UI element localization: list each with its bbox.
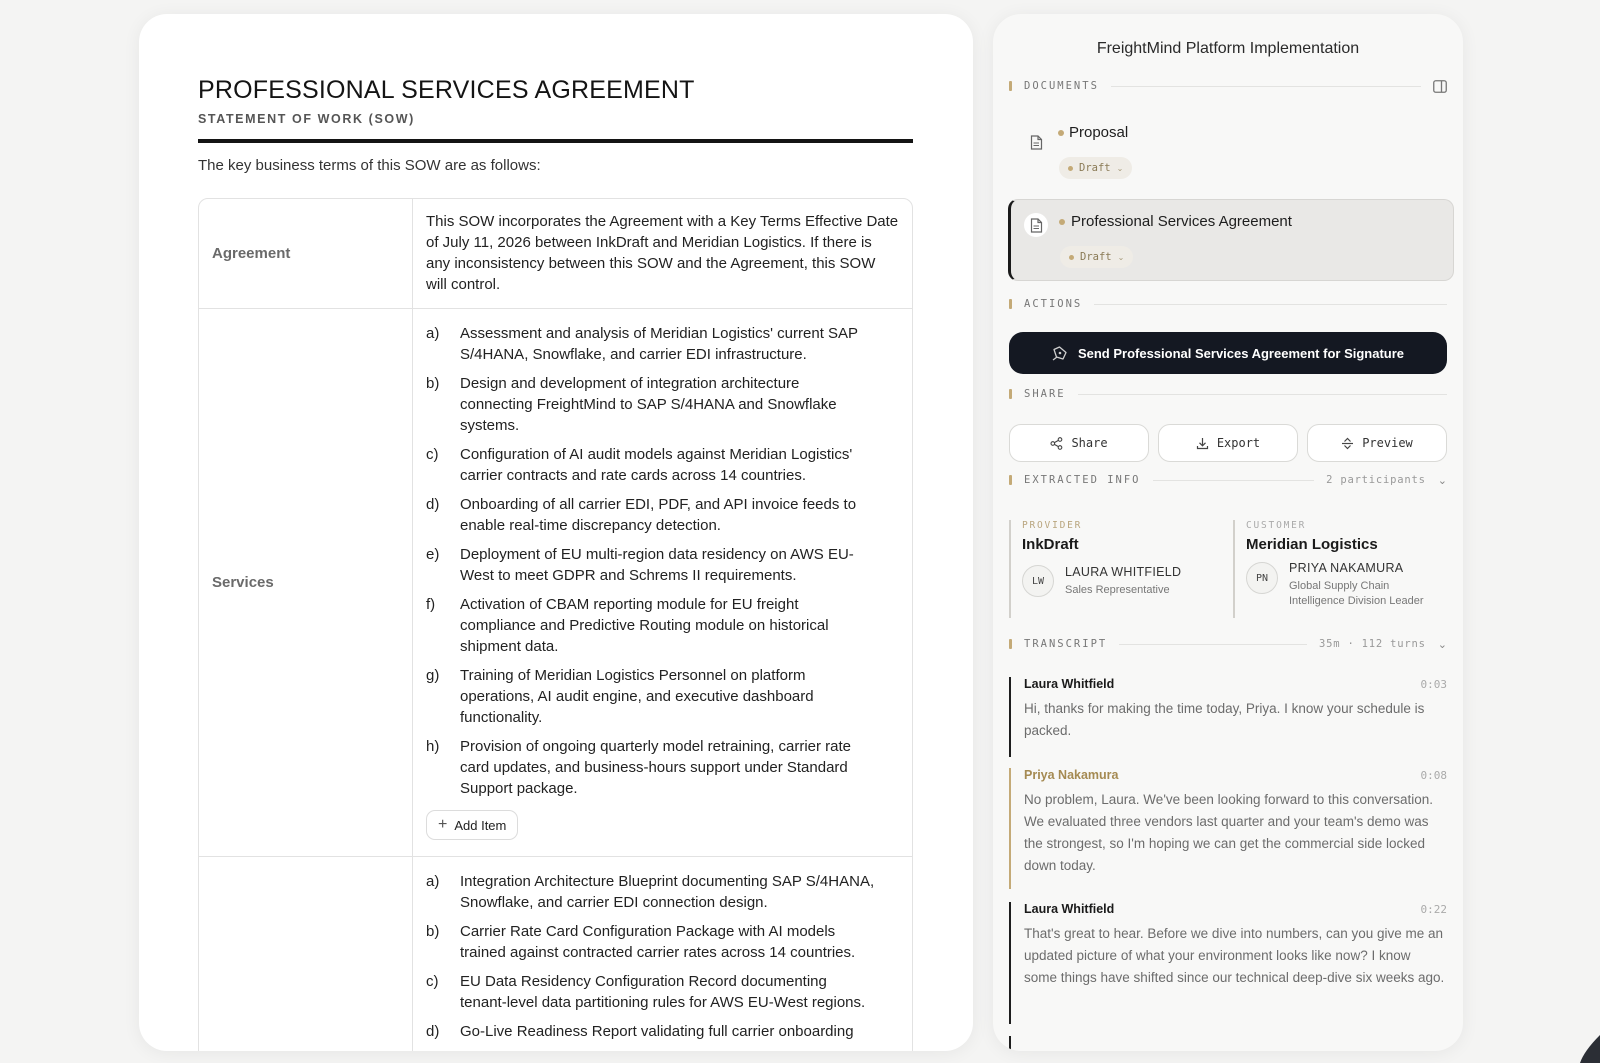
document-intro: The key business terms of this SOW are as follows:: [198, 157, 541, 174]
speaker-name: Laura Whitfield: [1024, 902, 1115, 916]
turn-header: [1024, 677, 1447, 691]
export-label: Export: [1216, 436, 1261, 450]
contact-name: LAURA WHITFIELD: [1065, 565, 1182, 579]
section-divider: [1094, 304, 1447, 305]
avatar: LW: [1022, 565, 1054, 597]
status-label: Draft: [1080, 251, 1112, 263]
export-button[interactable]: [1158, 424, 1298, 462]
term-label-services: Services: [199, 309, 413, 856]
chevron-down-icon: ⌄: [1116, 163, 1124, 173]
section-label: ACTIONS: [1024, 298, 1083, 310]
documents-section-header: [1009, 79, 1447, 93]
item-text: Design and development of integration architecture connecting FreightMind to SAP S/4HANA and Snowflake systems.: [460, 375, 837, 434]
preview-button[interactable]: [1307, 424, 1447, 462]
item-text: Go-Live Readiness Report validating full carrier onboarding: [460, 1023, 854, 1040]
section-divider: [1153, 480, 1315, 481]
item-letter: g): [426, 667, 440, 684]
status-dot: [1058, 130, 1064, 136]
turn-text: No problem, Laura. We've been looking forward to this conversation. We evaluated three vendors last quarter and your team's demo was the strongest, so I'm hoping we can get the commercial side locked down today.: [1024, 792, 1434, 873]
deliverables-list: [426, 871, 899, 1042]
title-divider: [198, 139, 913, 143]
term-label-agreement: Agreement: [199, 199, 413, 308]
item-letter: h): [426, 738, 440, 755]
item-text: EU Data Residency Configuration Record documenting tenant-level data partitioning rules for AWS EU-West regions.: [460, 973, 866, 1011]
section-marker: [1009, 81, 1012, 91]
key-terms-table: [198, 198, 913, 1051]
item-text: Carrier Rate Card Configuration Package with AI models trained against contracted carrier rates across 14 countries.: [460, 923, 856, 961]
item-letter: c): [426, 446, 439, 463]
contact-name: PRIYA NAKAMURA: [1289, 561, 1404, 575]
transcript-turn: [1009, 768, 1447, 889]
section-label: EXTRACTED INFO: [1024, 474, 1141, 486]
status-label: Draft: [1079, 162, 1111, 174]
contact-person: [1246, 561, 1443, 609]
term-body-services[interactable]: [413, 309, 912, 856]
status-badge[interactable]: [1059, 157, 1132, 179]
item-text: Assessment and analysis of Meridian Logistics' current SAP S/4HANA, Snowflake, and carrier EDI infrastructure.: [460, 325, 858, 363]
document-icon: [1024, 130, 1048, 154]
share-icon: [1050, 437, 1063, 450]
turn-header: [1024, 902, 1447, 916]
transcript-meta: 35m · 112 turns: [1318, 638, 1426, 650]
term-body-agreement[interactable]: This SOW incorporates the Agreement with a Key Terms Effective Date of July 11, 2026 between InkDraft and Meridian Logistics. If there is any inconsistency between this SOW and the Agreement, this SOW will control.: [426, 213, 899, 293]
item-letter: e): [426, 546, 440, 563]
turn-text: That's great to hear. Before we dive into numbers, can you give me an updated picture of what your environment looks like now? I know some things have shifted since our technical deep-dive six weeks ago.: [1024, 926, 1445, 985]
document-icon: [1024, 213, 1048, 237]
party-role: PROVIDER: [1022, 520, 1083, 531]
status-dot: [1059, 219, 1065, 225]
chevron-down-icon[interactable]: ⌄: [1437, 638, 1447, 651]
section-marker: [1009, 475, 1012, 485]
preview-label: Preview: [1362, 436, 1413, 450]
transcript-turn: [1009, 1036, 1447, 1051]
add-item-button[interactable]: [426, 810, 518, 840]
section-marker: [1009, 389, 1012, 399]
share-buttons: [1009, 424, 1447, 462]
speaker-name: Priya Nakamura: [1024, 768, 1119, 782]
item-letter: b): [426, 375, 440, 392]
party-role: CUSTOMER: [1246, 520, 1307, 531]
list-item[interactable]: [426, 494, 899, 536]
speaker-name: Laura Whitfield: [1024, 677, 1115, 691]
item-text: Onboarding of all carrier EDI, PDF, and API invoice feeds to enable real-time discrepancy detection.: [460, 496, 857, 534]
signature-icon: [1052, 346, 1068, 361]
section-label: DOCUMENTS: [1024, 80, 1099, 92]
list-item[interactable]: [426, 544, 899, 586]
list-item[interactable]: [426, 736, 899, 799]
list-item[interactable]: [426, 373, 899, 436]
contact-title: Global Supply Chain Intelligence Division Leader: [1289, 580, 1424, 607]
turn-timestamp[interactable]: 0:22: [1420, 903, 1447, 916]
item-letter: f): [426, 596, 436, 613]
plus-icon: +: [438, 816, 448, 833]
list-item[interactable]: [426, 444, 899, 486]
share-button[interactable]: [1009, 424, 1149, 462]
list-item[interactable]: [426, 921, 899, 963]
section-marker: [1009, 299, 1012, 309]
share-label: Share: [1071, 436, 1108, 450]
status-dot: [1068, 166, 1073, 171]
transcript-section-header[interactable]: [1009, 637, 1447, 651]
window-corner: [1560, 1023, 1600, 1063]
actions-section-header: [1009, 297, 1447, 311]
document-subtitle: STATEMENT OF WORK (SOW): [198, 112, 415, 126]
turn-text: Hi, thanks for making the time today, Priya. I know your schedule is packed.: [1024, 701, 1425, 738]
item-letter: c): [426, 973, 439, 990]
section-divider: [1111, 86, 1421, 87]
send-for-signature-button[interactable]: [1009, 332, 1447, 374]
document-editor: [139, 14, 973, 1051]
item-letter: a): [426, 873, 440, 890]
list-item[interactable]: [426, 971, 899, 1013]
item-text: Deployment of EU multi-region data residency on AWS EU-West to meet GDPR and Schrems II requirements.: [460, 546, 854, 584]
services-list: [426, 323, 899, 799]
item-letter: d): [426, 496, 440, 513]
transcript-turn: [1009, 677, 1447, 757]
term-label-deliverables: [199, 857, 413, 1051]
document-content: [198, 14, 913, 1051]
list-item[interactable]: [426, 1021, 899, 1042]
avatar: PN: [1246, 562, 1278, 594]
item-letter: a): [426, 325, 440, 342]
list-item[interactable]: [426, 594, 899, 657]
transcript-turn: [1009, 902, 1447, 1024]
term-body-deliverables[interactable]: [413, 857, 912, 1051]
share-section-header: [1009, 387, 1447, 401]
sidebar-toggle-icon[interactable]: [1433, 79, 1447, 93]
participants-count: 2 participants: [1326, 474, 1426, 486]
turn-timestamp[interactable]: 0:08: [1420, 769, 1447, 782]
turn-header: [1024, 768, 1447, 782]
table-row-deliverables: [199, 857, 912, 1051]
item-letter: b): [426, 923, 440, 940]
customer-info: [1233, 520, 1443, 618]
status-badge[interactable]: [1060, 246, 1133, 268]
item-text: Training of Meridian Logistics Personnel on platform operations, AI audit engine, and executive dashboard functionality.: [460, 667, 814, 726]
item-text: Provision of ongoing quarterly model retraining, carrier rate card updates, and business-hours support under Standard Support package.: [460, 738, 852, 797]
side-panel: [993, 14, 1463, 1051]
table-row-services: [199, 309, 912, 857]
project-title: FreightMind Platform Implementation: [1096, 40, 1360, 57]
section-divider: [1078, 394, 1447, 395]
document-name: Proposal: [1069, 124, 1129, 141]
party-org: InkDraft: [1022, 536, 1079, 553]
item-text: Integration Architecture Blueprint documenting SAP S/4HANA, Snowflake, and carrier EDI connection design.: [460, 873, 875, 911]
status-dot: [1069, 255, 1074, 260]
document-item-psa[interactable]: [1008, 199, 1454, 281]
contact-person: [1022, 565, 1219, 598]
table-row-agreement: [199, 199, 912, 309]
item-letter: d): [426, 1023, 440, 1040]
party-org: Meridian Logistics: [1246, 536, 1378, 553]
send-button-label: Send Professional Services Agreement for Signature: [1077, 345, 1405, 361]
chevron-down-icon[interactable]: ⌄: [1437, 474, 1447, 487]
download-icon: [1196, 437, 1209, 450]
preview-icon: [1341, 437, 1354, 450]
chevron-down-icon: ⌄: [1117, 252, 1125, 262]
document-item-proposal[interactable]: [1008, 114, 1454, 190]
section-divider: [1119, 644, 1307, 645]
list-item[interactable]: [426, 323, 899, 365]
item-text: Configuration of AI audit models against Meridian Logistics' carrier contracts and rate cards across 14 countries.: [460, 446, 853, 484]
contact-title: Sales Representative: [1065, 584, 1170, 596]
list-item[interactable]: [426, 665, 899, 728]
add-item-label: Add Item: [454, 817, 507, 833]
list-item[interactable]: [426, 871, 899, 913]
turn-timestamp[interactable]: 0:03: [1420, 678, 1447, 691]
extracted-info-section-header[interactable]: [1009, 473, 1447, 487]
document-name: Professional Services Agreement: [1071, 213, 1292, 230]
section-marker: [1009, 639, 1012, 649]
provider-info: [1009, 520, 1219, 618]
item-text: Activation of CBAM reporting module for EU freight compliance and Predictive Routing module on historical shipment data.: [460, 596, 829, 655]
document-title: PROFESSIONAL SERVICES AGREEMENT: [198, 76, 695, 104]
section-label: TRANSCRIPT: [1024, 638, 1108, 650]
section-label: SHARE: [1024, 388, 1066, 400]
